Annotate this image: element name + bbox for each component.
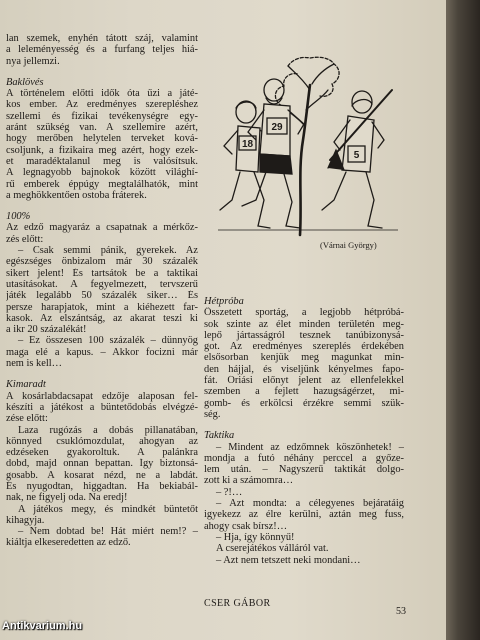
text-line: Összetett sportág, a legjobb hétpróbá- <box>204 307 404 319</box>
text-line: lepő jártasságról tesznek tanúbizonysá- <box>204 329 404 341</box>
section-gap <box>6 67 198 77</box>
text-line: ahogy csak bírsz!… <box>204 520 288 532</box>
text-line: rű emberek éppúgy megtalálhatók, mint <box>6 178 198 190</box>
text-line: sok szinte az élet minden területén meg- <box>204 318 404 330</box>
left-sections <box>6 67 198 549</box>
text-line: aránt szükség van. A szellemire azért, <box>6 122 198 134</box>
text-line: utasításokat. A fegyelmezett, tervszerű <box>6 278 198 290</box>
text-line: zés előtt: <box>6 233 44 245</box>
left-column <box>6 33 198 549</box>
text-line: A történelem előtti idők óta űzi a játé- <box>6 88 198 100</box>
text-line: készíti a játékost a büntetődobás elvégzé- <box>6 401 198 413</box>
text-line: csoljunk, a fizikaira meg azért, hogy ezek- <box>6 144 198 156</box>
page-number: 53 <box>396 606 406 617</box>
text-line: zése előtt: <box>6 413 48 425</box>
runner-number: 18 <box>241 139 254 150</box>
right-sections <box>204 296 404 566</box>
text-line: – Nem dobtad be! Hát miért nem!? – <box>18 526 198 538</box>
text-line: sikert jelent! És tartsátok be a taktikai <box>6 267 198 279</box>
runner-number: 5 <box>353 150 360 161</box>
text-line: lem után. – Nagyszerű taktikát dolgo- <box>204 464 404 476</box>
text-line: A játékos megy, és mindkét büntetőt <box>18 503 198 515</box>
section-gap <box>204 420 404 430</box>
text-line: kiáltja elkeseredetten az edző. <box>6 537 131 549</box>
section-title: Taktika <box>204 430 235 442</box>
section-title: Kimaradt <box>6 379 46 391</box>
text-line: zott ki a számomra… <box>204 475 294 487</box>
text-line: – ?!… <box>216 486 243 498</box>
text-line: A cserejátékos válláról vat. <box>216 543 329 555</box>
text-line: A kosárlabdacsapat edzője alaposan fel- <box>6 390 198 402</box>
text-line: – Csak semmi pánik, gyerekek. Az <box>18 245 198 257</box>
text-line: a leleményesség és a furfang teljes hiá- <box>6 44 198 56</box>
text-line: szemben a fejlett hazugságérzet, mi- <box>204 386 404 398</box>
text-line: szellemi és fizikai tevékenységre egy- <box>6 110 198 122</box>
text-line: – Ez összesen 100 százalék – dünnyög <box>18 335 198 347</box>
text-line: fát. Óriási előnyt jelent az ellenfelekkel <box>204 375 404 387</box>
cartoon-caption: (Várnai György) <box>320 240 377 250</box>
text-line: kos ember. Az eredményes szerepléshez <box>6 99 198 111</box>
text-line: – Hja, így könnyű! <box>216 531 295 543</box>
section-title: Hétpróba <box>204 296 244 307</box>
text-line: Laza rugózás a dobás pillanatában, <box>18 424 198 436</box>
intro-paragraph <box>6 33 198 67</box>
text-line: kihagyja. <box>6 514 45 526</box>
text-line: A legnagyobb bajnokok között világhí- <box>6 167 198 179</box>
text-line: gosabb. A kosarat nézd, ne a labdát. <box>6 469 198 481</box>
text-line: lan szemek, enyhén tátott száj, valamint <box>6 33 198 44</box>
text-line: et maradéktalanul meg is valósítsuk. <box>6 155 198 167</box>
text-line: dobd, majd onnan bepattan. Így biztonsá- <box>6 458 198 470</box>
text-line: den hájjal, és viseljünk kényelmes fapo- <box>204 363 404 375</box>
text-line: mondja a futó néhány perccel a győze- <box>204 452 404 464</box>
text-line: a meghökkentően ostoba fráterek. <box>6 189 147 201</box>
watermark: Antikvarium.hu <box>2 620 83 632</box>
text-line: könnyed csuklómozdulat, ahogyan az <box>6 435 198 447</box>
runners-cartoon <box>218 50 398 240</box>
text-line: És nyugodtan, higgadtan. Ha bekiabál- <box>6 480 198 492</box>
right-column <box>204 296 404 566</box>
text-line: egészséges önbizalom már 30 százalék <box>6 256 198 268</box>
author-signature: CSER GÁBOR <box>204 598 271 609</box>
text-line: játék legalább 50 százalék siker… És <box>6 290 198 302</box>
section-title: Baklövés <box>6 76 44 88</box>
text-line: kasok. Az elszántság, az akarat teszi ki <box>6 312 198 324</box>
text-line: a ikr 20 százalékát! <box>6 324 87 336</box>
section-gap <box>6 201 198 211</box>
text-line: ség. <box>204 408 221 420</box>
text-line: got. Az eredményes szereplés érdekében <box>204 341 404 353</box>
text-line: gomb- és erkölcsi érzékre semmi szük- <box>204 397 404 409</box>
text-line: persze harapjatok, mint a kiéhezett far- <box>6 301 198 313</box>
text-line: igyekezz az élre kerülni, aztán meg fuss, <box>204 509 404 521</box>
text-line: – Azt mondta: a célegyenes bejáratáig <box>216 498 404 510</box>
text-line: edzéseken gyakoroltuk. A palánkra <box>6 447 198 459</box>
book-spine <box>446 0 480 640</box>
section-gap <box>6 369 198 379</box>
text-line: nem is kell… <box>6 358 62 370</box>
runner-number: 29 <box>271 122 283 133</box>
text-line: Az edző magyaráz a csapatnak a mérkőz- <box>6 222 198 234</box>
text-line: – Azt nem tetszett neki mondani… <box>216 554 361 566</box>
text-line: maga elé a kapus. – Akkor focizni már <box>6 346 198 358</box>
text-line: – Mindent az edzőmnek köszönhetek! – <box>216 441 404 453</box>
section-title: 100% <box>6 211 31 223</box>
text-line: hogy merőben helytelen terveket ková- <box>6 133 198 145</box>
text-line: elsősorban kenjük meg magunkat min- <box>204 352 404 364</box>
text-line: nya jellemzi. <box>6 55 60 67</box>
text-line: nak, ne figyelj oda. Na eredj! <box>6 492 128 504</box>
